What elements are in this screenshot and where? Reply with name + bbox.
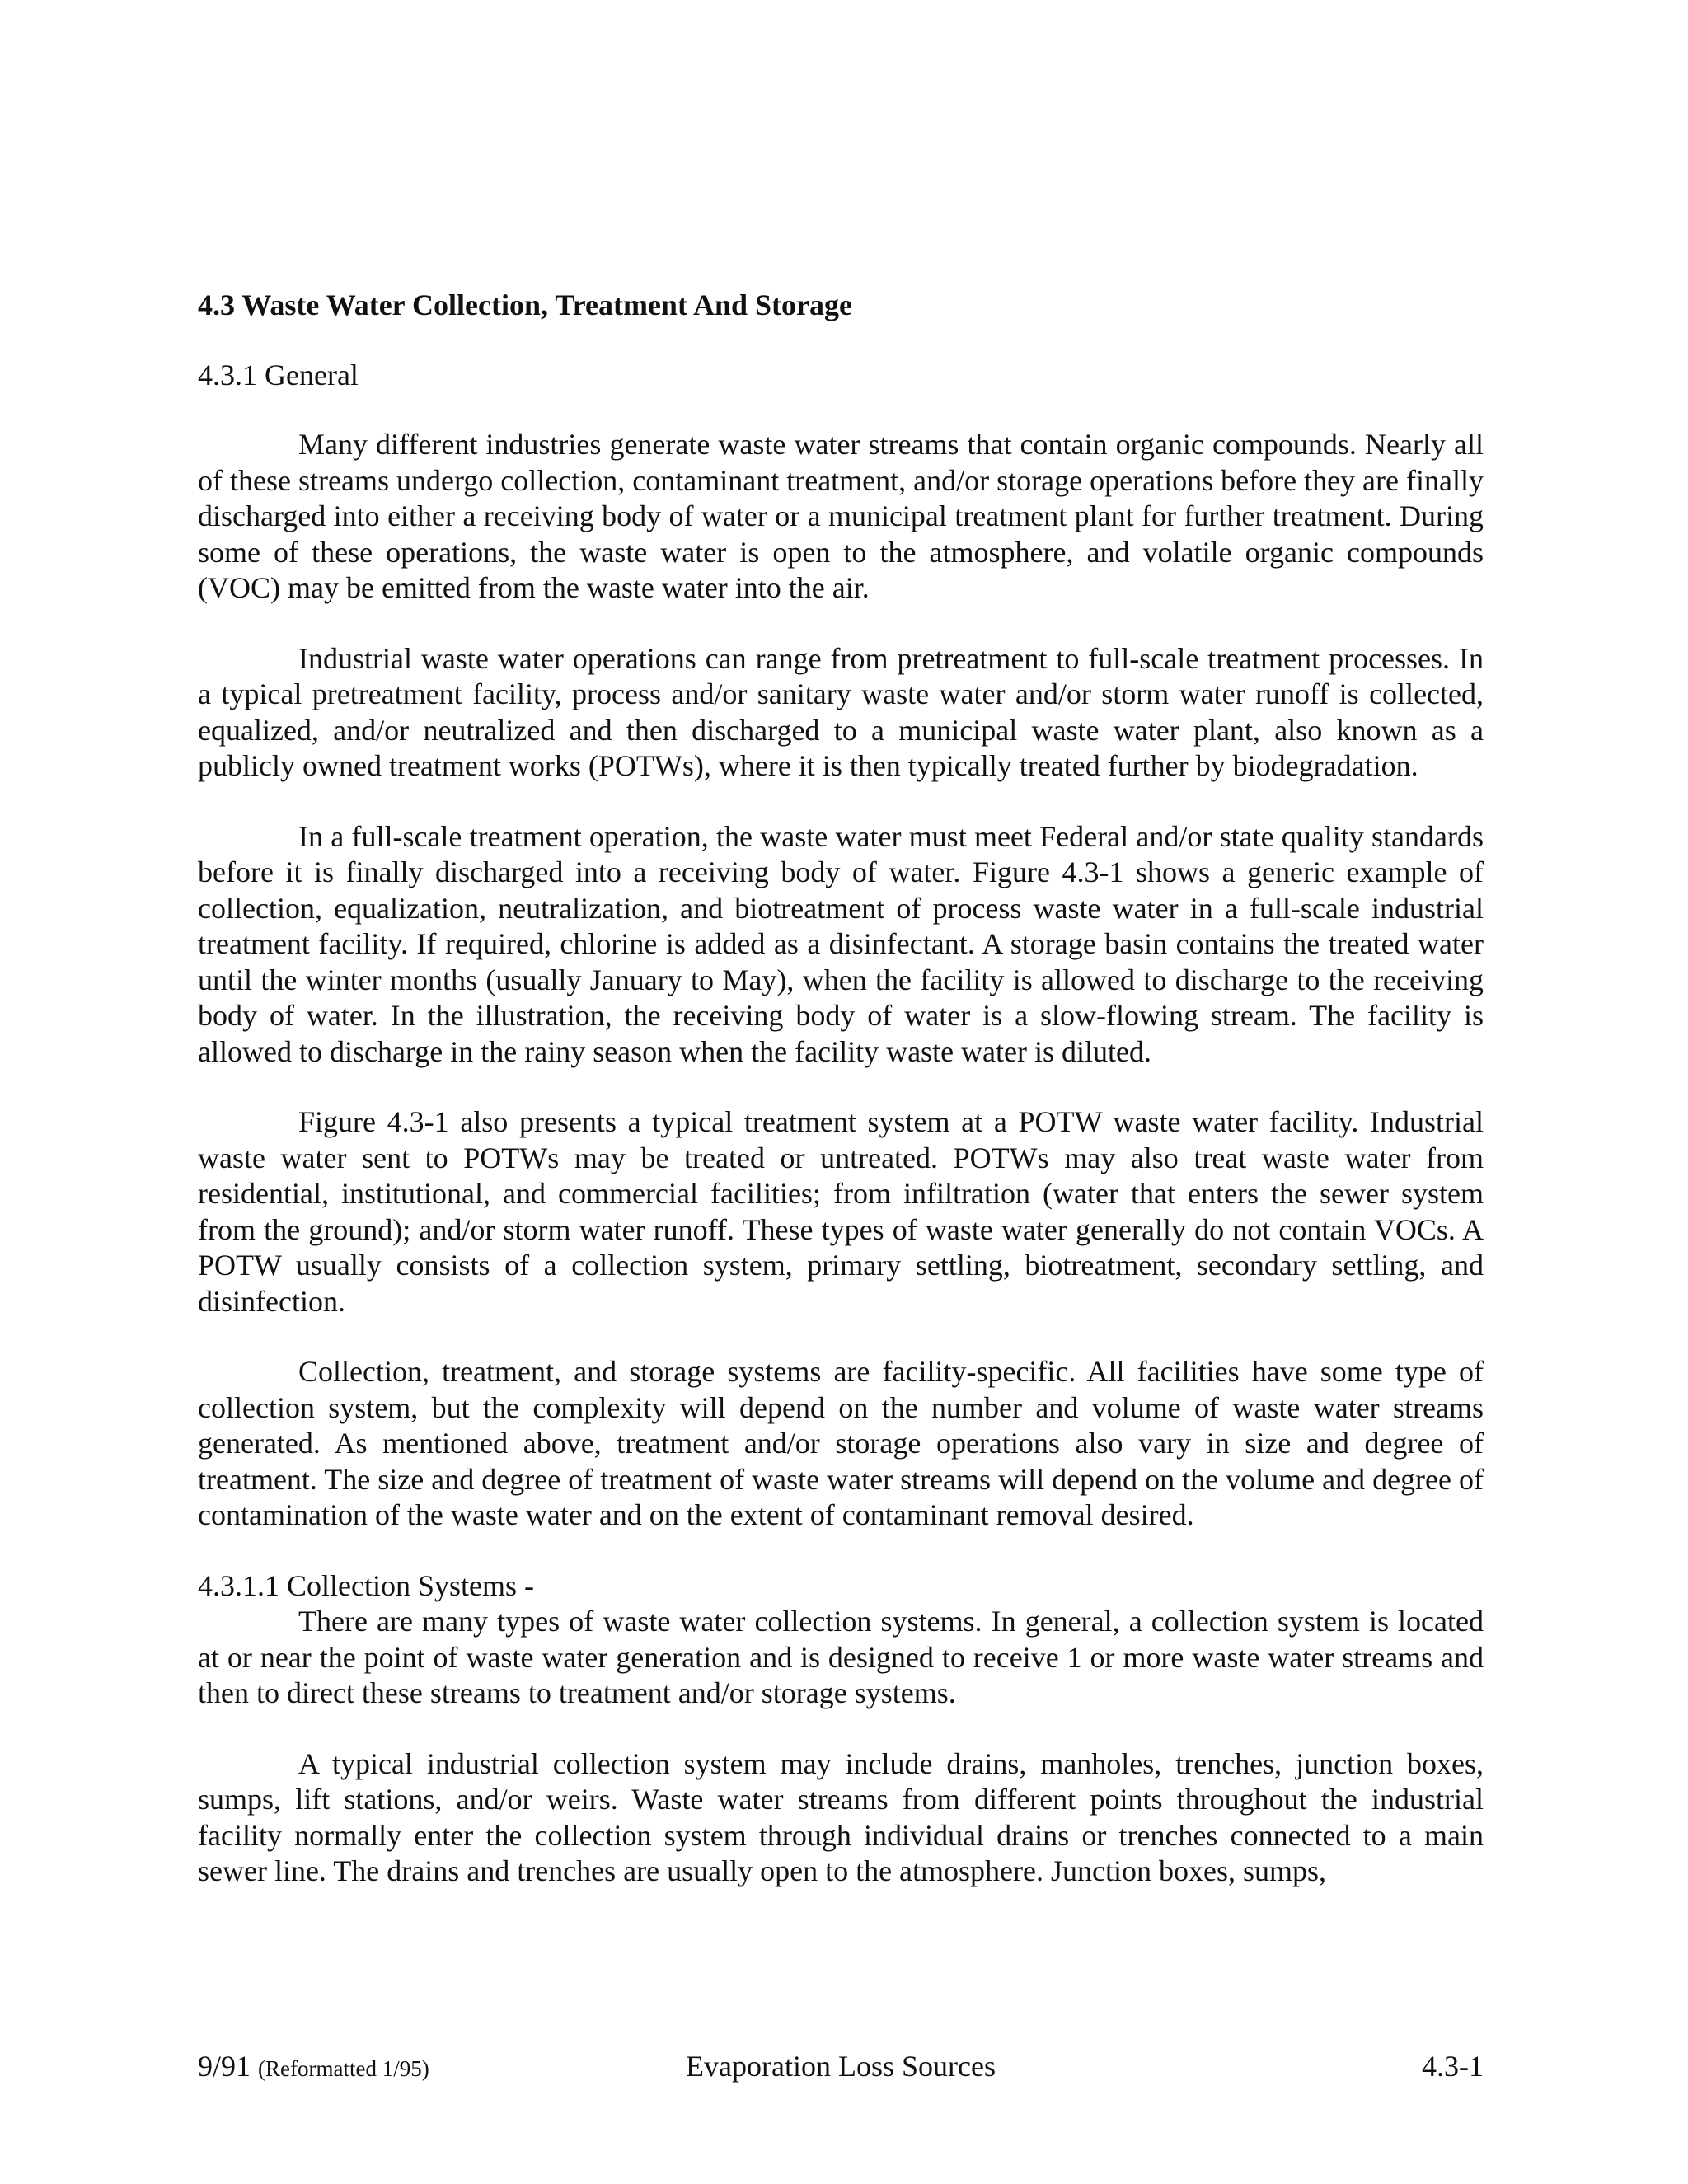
page-footer [198,2048,1484,2089]
document-body [198,287,1484,1924]
paragraph: Industrial waste water operations can range from pretreatment to full-scale treatment processes. In a typical pretreatment facility, process and/or sanitary waste water and/or storm water runoff is collected, equalized, and/or neutralized and then discharged to a municipal waste water plant, also known as a publicly owned treatment works (POTWs), where it is then typically treated further by biodegradation. [198,641,1484,782]
paragraph: There are many types of waste water collection systems. In general, a collection system is located at or near the point of waste water generation and is designed to receive 1 or more waste water streams and then to direct these streams to treatment and/or storage systems. [198,1605,1484,1709]
footer-title: Evaporation Loss Sources [686,2050,996,2083]
paragraph: In a full-scale treatment operation, the waste water must meet Federal and/or state quality standards before it is finally discharged into a receiving body of water. Figure 4.3-1 shows a generic example of collection, equalization, neutralization, and biotreatment of process waste water in a full-scale industrial treatment facility. If required, chlorine is added as a disinfectant. A storage basin contains the treated water until the winter months (usually January to May), when the facility is allowed to discharge to the receiving body of water. In the illustration, the receiving body of water is a slow-flowing stream. The facility is allowed to discharge in the rainy season when the facility waste water is diluted. [198,819,1484,1068]
section-heading: 4.3 Waste Water Collection, Treatment And Storage [198,288,852,321]
subsection-heading: 4.3.1 General [198,359,359,391]
subsubsection-heading: 4.3.1.1 Collection Systems - [198,1568,534,1602]
footer-reformatted: (Reformatted 1/95) [258,2056,429,2081]
paragraph: Collection, treatment, and storage systems are facility-specific. All facilities have some type of collection system, but the complexity will depend on the number and volume of waste water streams generated. As mentioned above, treatment and/or storage operations also vary in size and degree of treatment. The size and degree of treatment of waste water streams will depend on the volume and degree of contamination of the waste water and on the extent of contaminant removal desired. [198,1355,1484,1531]
paragraph: Many different industries generate waste water streams that contain organic compounds. Nearly all of these streams undergo collection, contaminant treatment, and/or storage operations before they are finally discharged into either a receiving body of water or a municipal treatment plant for further treatment. During some of these operations, the waste water is open to the atmosphere, and volatile organic compounds (VOC) may be emitted from the waste water into the air. [198,428,1484,604]
paragraph: A typical industrial collection system may include drains, manholes, trenches, junction boxes, sumps, lift stations, and/or weirs. Waste water streams from different points throughout the industrial facility normally enter the collection system through individual drains or trenches connected to a main sewer line. The drains and trenches are usually open to the atmosphere. Junction boxes, sumps, [198,1746,1484,1887]
page-number: 4.3-1 [1422,2050,1484,2083]
paragraph: Figure 4.3-1 also presents a typical treatment system at a POTW waste water facility. Industrial waste water sent to POTWs may be treated or untreated. POTWs may also treat waste water from residential, institutional, and commercial facilities; from infiltration (water that enters the sewer system from the ground); and/or storm water runoff. These types of waste water generally do not contain VOCs. A POTW usually consists of a collection system, primary settling, biotreatment, secondary settling, and disinfection. [198,1105,1484,1318]
footer-date-value: 9/91 [198,2050,251,2083]
